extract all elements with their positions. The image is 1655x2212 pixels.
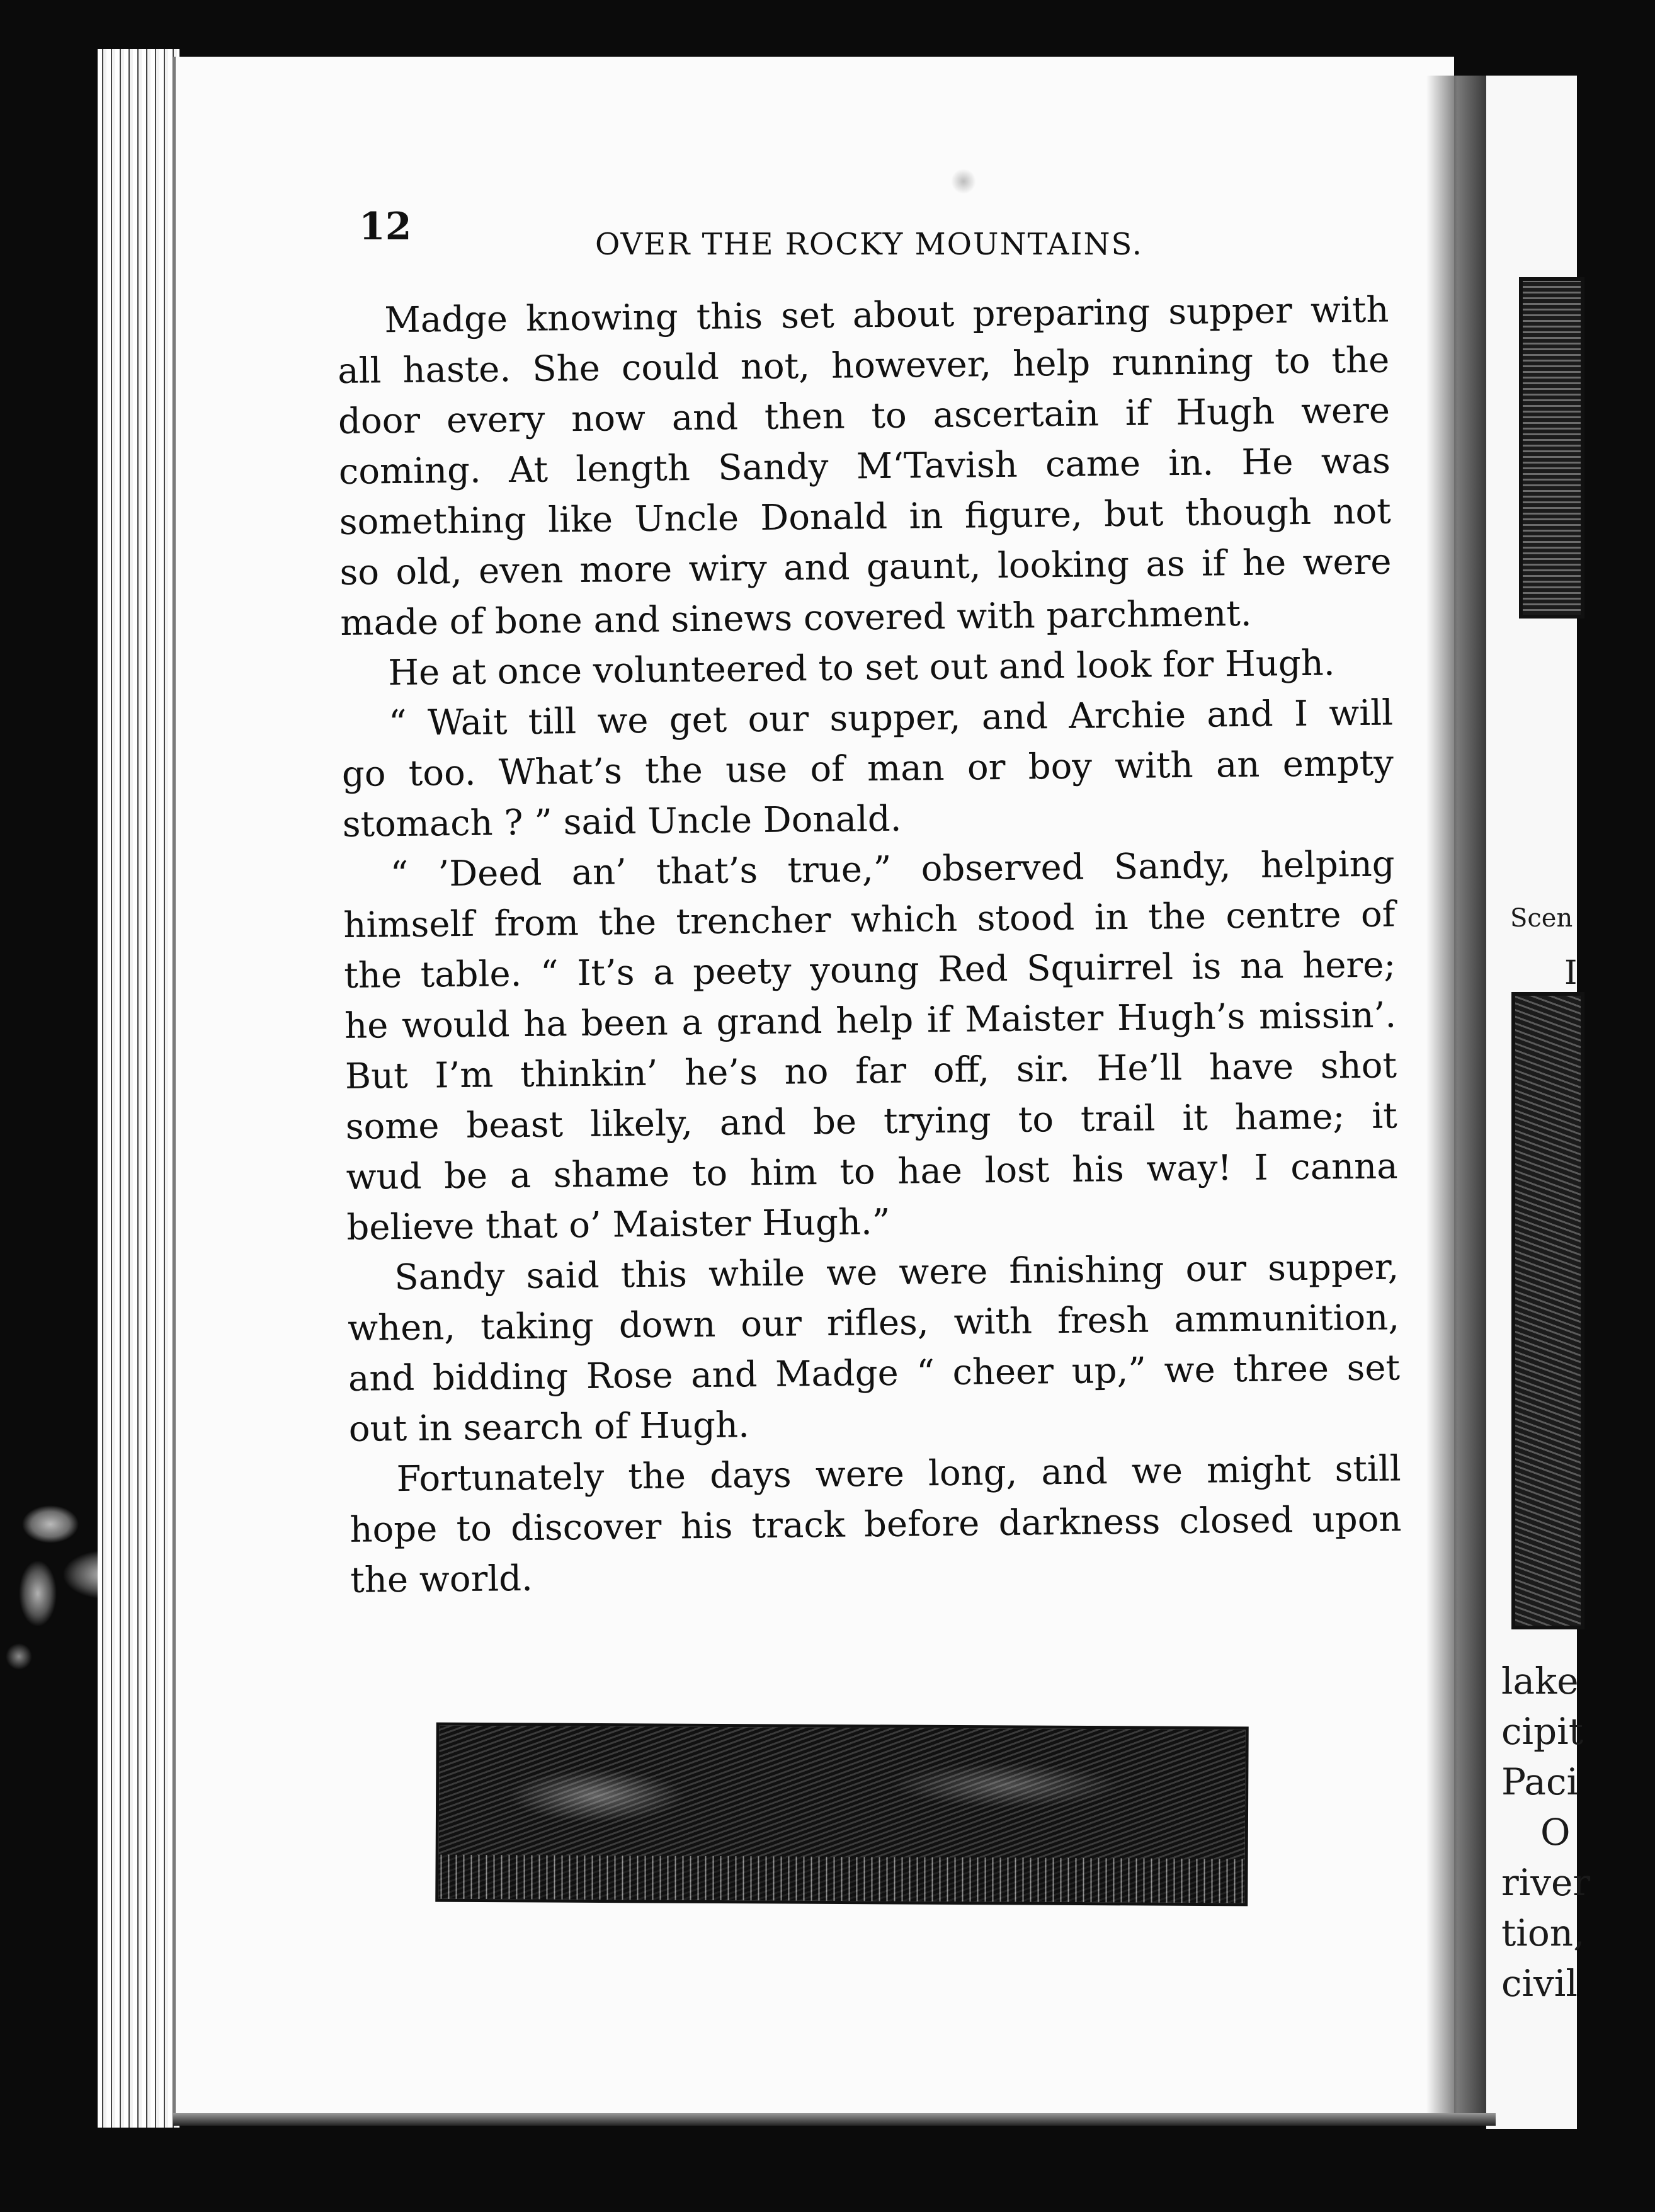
facing-page-illustration: [1511, 992, 1584, 1629]
book-page-edges: [98, 49, 179, 2128]
text-line: he would ha been a grand help if Maister Hugh’s missin’.: [344, 995, 1397, 1047]
text-line: Fortunately the days were long, and we might still: [396, 1448, 1401, 1500]
spine-shadow: [1426, 76, 1496, 2123]
facing-page-line: O: [1540, 1811, 1571, 1854]
body-text: [337, 285, 1402, 1606]
facing-page-line: civil: [1501, 1962, 1578, 2005]
facing-page-line: river: [1501, 1861, 1591, 1904]
facing-page-line: cipit: [1501, 1710, 1584, 1753]
text-line: so old, even more wiry and gaunt, looking as if he were: [339, 541, 1392, 593]
text-line: the table. “ It’s a peety young Red Squirrel is na here;: [343, 944, 1396, 996]
facing-page-line: Paci: [1501, 1760, 1579, 1803]
text-line: something like Uncle Donald in figure, but though not: [339, 491, 1392, 543]
text-line: “ ’Deed an’ that’s true,” observed Sandy, helping: [390, 843, 1395, 896]
text-line: when, taking down our rifles, with fresh ammunition,: [347, 1297, 1400, 1349]
text-line: some beast likely, and be trying to trail it hame; it: [345, 1095, 1398, 1148]
text-line: “ Wait till we get our supper, and Archie and I will: [388, 692, 1394, 744]
tailpiece-engraving: [435, 1723, 1248, 1907]
text-line: made of bone and sinews covered with parchment.: [340, 593, 1252, 644]
text-line: stomach ? ” said Uncle Donald.: [342, 798, 902, 845]
text-line: Sandy said this while we were finishing our supper,: [394, 1246, 1399, 1299]
facing-page-line: tion,: [1501, 1912, 1585, 1954]
text-line: hope to discover his track before darkness closed upon: [350, 1498, 1402, 1551]
text-line: believe that o’ Maister Hugh.”: [346, 1201, 890, 1248]
page-bottom-edge: [173, 2113, 1496, 2126]
text-line: all haste. She could not, however, help running to the: [337, 339, 1390, 392]
ink-smudge: [951, 169, 976, 194]
text-line: Madge knowing this set about preparing supper with: [384, 289, 1389, 341]
text-line: and bidding Rose and Madge “ cheer up,” we three set: [348, 1347, 1401, 1400]
text-line: go too. What’s the use of man or boy with an empty: [341, 743, 1394, 795]
facing-page-line: lake: [1501, 1660, 1579, 1702]
text-line: door every now and then to ascertain if Hugh were: [338, 390, 1391, 442]
page-number: 12: [359, 205, 412, 249]
facing-page: [1486, 76, 1591, 2129]
facing-page-illustration: [1519, 277, 1584, 619]
text-line: the world.: [350, 1558, 533, 1601]
text-line: out in search of Hugh.: [348, 1405, 750, 1450]
text-line: himself from the trencher which stood in the centre of: [343, 894, 1396, 946]
facing-page-caption: Scen: [1510, 904, 1573, 933]
engraving-foreground: [438, 1855, 1244, 1903]
text-line: He at once volunteered to set out and look for Hugh.: [387, 642, 1335, 694]
facing-page-marker: I: [1564, 954, 1578, 992]
text-line: wud be a shame to him to hae lost his way! I canna: [346, 1146, 1398, 1198]
text-line: coming. At length Sandy M‘Tavish came in. He was: [338, 440, 1391, 493]
text-line: But I’m thinkin’ he’s no far off, sir. He’ll have shot: [344, 1045, 1397, 1097]
running-title: OVER THE ROCKY MOUNTAINS.: [595, 227, 1143, 262]
